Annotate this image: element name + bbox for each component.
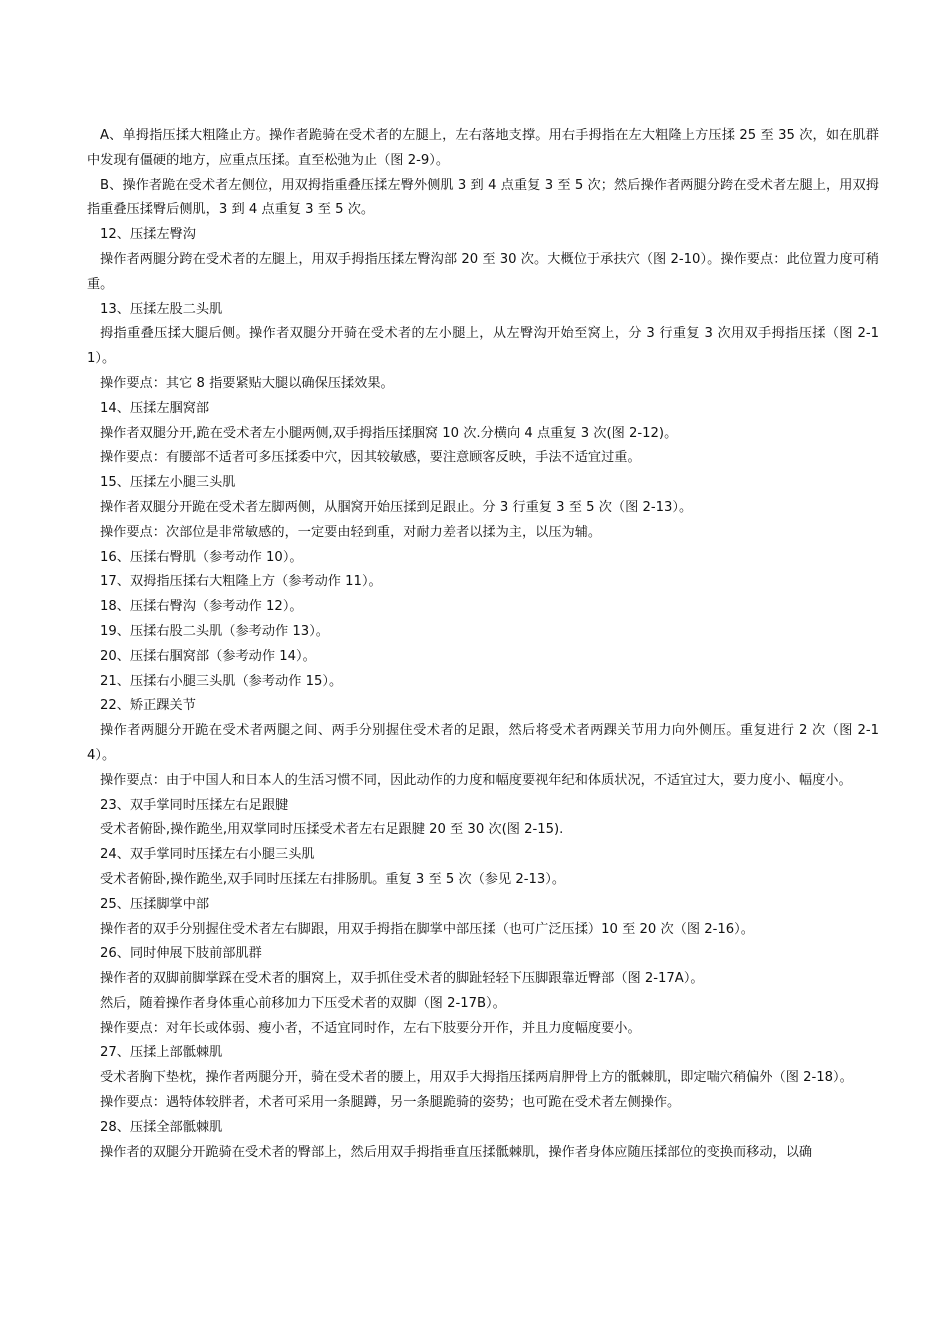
paragraph: 受术者俯卧,操作跪坐,双手同时压揉左右排肠肌。重复 3 至 5 次（参见 2-13）。: [100, 871, 566, 887]
paragraph: 20、压揉右腘窝部（参考动作 14）。: [100, 648, 316, 664]
paragraph: 12、压揉左臀沟: [100, 227, 196, 243]
paragraph: 操作要点：有腰部不适者可多压揉委中穴，因其较敏感，要注意顾客反映，手法不适宜过重。: [100, 450, 641, 466]
paragraph: 操作要点：其它 8 指要紧贴大腿以确保压揉效果。: [100, 375, 394, 391]
paragraph: 24、双手掌同时压揉左右小腿三头肌: [100, 847, 315, 863]
paragraph: 14、压揉左腘窝部: [100, 400, 210, 416]
paragraph: 25、压揉脚掌中部: [100, 896, 210, 912]
paragraph: 然后，随着操作者身体重心前移加力下压受术者的双脚（图 2-17B）。: [100, 995, 506, 1011]
paragraph: 操作者两腿分跨在受术者的左腿上，用双手拇指压揉左臀沟部 20 至 30 次。大概位于承扶穴（图 2-10）。操作要点：此位置力度可稍重。: [87, 251, 879, 292]
paragraph: 26、同时伸展下肢前部肌群: [100, 946, 262, 962]
paragraph: 21、压揉右小腿三头肌（参考动作 15）。: [100, 673, 343, 689]
paragraph: 19、压揉右股二头肌（参考动作 13）。: [100, 623, 329, 639]
paragraph: 操作者双腿分开,跪在受术者左小腿两侧,双手拇指压揉腘窝 10 次.分横向 4 点重复 3 次(图 2-12)。: [100, 425, 678, 441]
document-body: [87, 124, 879, 1165]
paragraph: 操作者的双脚前脚掌踩在受术者的腘窝上，双手抓住受术者的脚趾轻轻下压脚跟靠近臀部（图 2-17A）。: [100, 971, 704, 987]
paragraph: 27、压揉上部骶棘肌: [100, 1045, 223, 1061]
paragraph: 操作要点：对年长或体弱、瘦小者，不适宜同时作，左右下肢要分开作，并且力度幅度要小。: [100, 1020, 641, 1036]
paragraph: 28、压揉全部骶棘肌: [100, 1119, 223, 1135]
paragraph: 操作者两腿分开跪在受术者两腿之间、两手分别握住受术者的足跟，然后将受术者两踝关节用力向外侧压。重复进行 2 次（图 2-14）。: [87, 723, 879, 763]
paragraph: A、单拇指压揉大粗隆止方。操作者跪骑在受术者的左腿上，左右落地支撑。用右手拇指在左大粗隆上方压揉 25 至 35 次，如在肌群中发现有僵硬的地方，应重点压揉。直至松弛为止（图 2-9）。: [87, 128, 879, 168]
paragraph: 受术者俯卧,操作跪坐,用双掌同时压揉受术者左右足跟腱 20 至 30 次(图 2-15).: [100, 822, 564, 838]
paragraph: 16、压揉右臀肌（参考动作 10）。: [100, 549, 303, 565]
paragraph: 操作者的双腿分开跪骑在受术者的臀部上，然后用双手拇指垂直压揉骶棘肌，操作者身体应随压揉部位的变换而移动，以确: [100, 1144, 813, 1160]
paragraph: B、操作者跪在受术者左侧位，用双拇指重叠压揉左臀外侧肌 3 到 4 点重复 3 至 5 次；然后操作者两腿分跨在受术者左腿上，用双拇指重叠压揉臀后侧肌，3 到 4 点重复 3 至 5 次。: [87, 177, 879, 218]
paragraph: 22、矫正踝关节: [100, 698, 196, 714]
paragraph: 受术者胸下垫枕，操作者两腿分开，骑在受术者的腰上，用双手大拇指压揉两肩胛骨上方的骶棘肌，即定喘穴稍偏外（图 2-18）。: [100, 1070, 853, 1086]
paragraph: 操作要点：遇特体较胖者，术者可采用一条腿蹲，另一条腿跪骑的姿势；也可跪在受术者左侧操作。: [100, 1095, 681, 1111]
paragraph: 15、压揉左小腿三头肌: [100, 475, 236, 491]
paragraph: 17、双拇指压揉右大粗隆上方（参考动作 11）。: [100, 574, 382, 590]
paragraph: 操作者的双手分别握住受术者左右脚跟，用双手拇指在脚掌中部压揉（也可广泛压揉）10 至 20 次（图 2-16）。: [100, 921, 754, 937]
paragraph: 18、压揉右臀沟（参考动作 12）。: [100, 599, 303, 615]
paragraph: 13、压揉左股二头肌: [100, 301, 223, 317]
paragraph: 操作要点：次部位是非常敏感的，一定要由轻到重，对耐力差者以揉为主，以压为辅。: [100, 524, 602, 540]
paragraph: 23、双手掌同时压揉左右足跟腱: [100, 797, 289, 813]
paragraph: 拇指重叠压揉大腿后侧。操作者双腿分开骑在受术者的左小腿上，从左臀沟开始至窝上，分 3 行重复 3 次用双手拇指压揉（图 2-11）。: [87, 326, 879, 367]
paragraph: 操作要点：由于中国人和日本人的生活习惯不同，因此动作的力度和幅度要视年纪和体质状况，不适宜过大，要力度小、幅度小。: [100, 772, 852, 788]
paragraph: 操作者双腿分开跪在受术者左脚两侧，从腘窝开始压揉到足跟止。分 3 行重复 3 至 5 次（图 2-13）。: [100, 499, 693, 515]
